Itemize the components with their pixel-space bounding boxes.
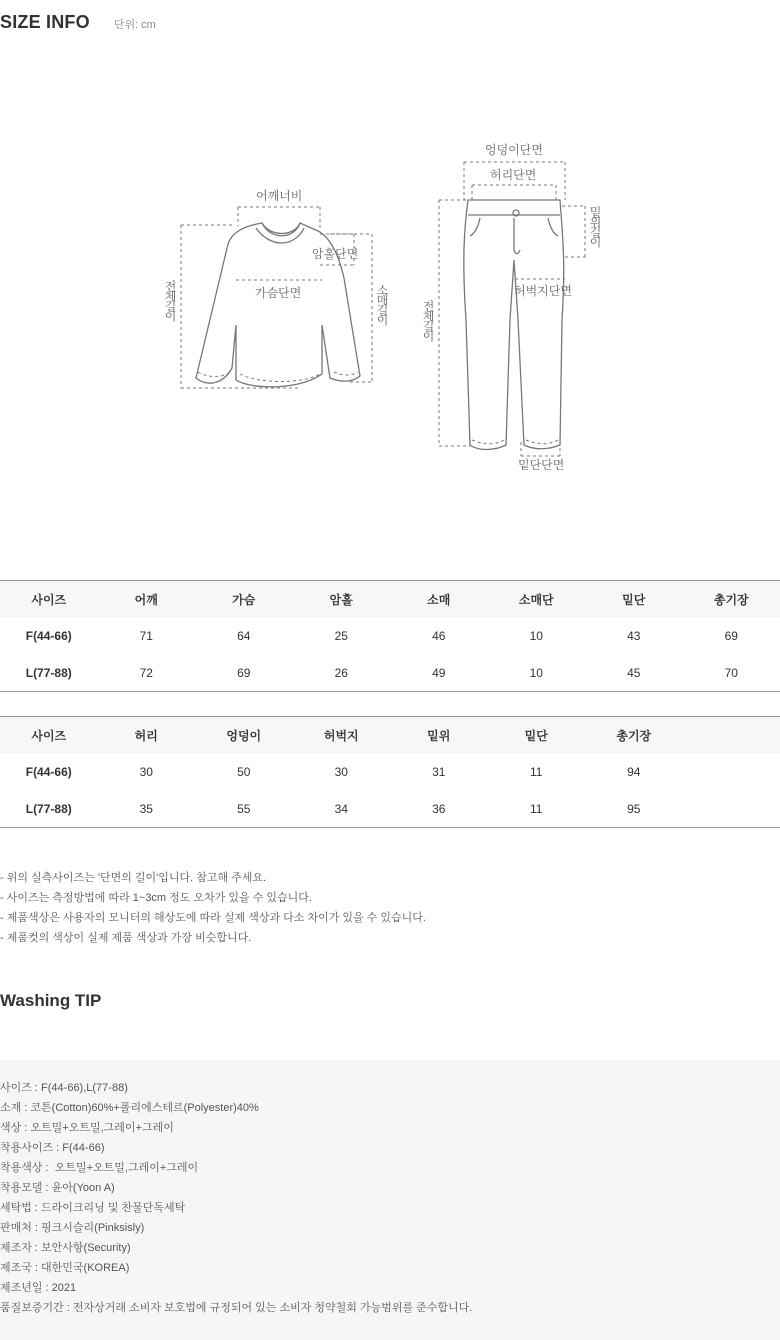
table-header: 소매 — [390, 581, 488, 618]
table-cell: 25 — [334, 628, 348, 643]
table-cell: 69 — [237, 665, 251, 680]
info-text: 품질보증기간 : 전자상거래 소비자 보호법에 규정되어 있는 소비자 청약철회 가능범위를 준수합니다. — [0, 1302, 473, 1314]
table-cell: 36 — [432, 801, 446, 816]
garment-illustration — [0, 120, 780, 500]
table-header: 허벅지 — [293, 717, 391, 754]
info-line — [0, 1098, 472, 1118]
info-text: 제조자 : 보안사항(Security) — [0, 1242, 131, 1254]
label-sleeve: 소매길이 — [375, 284, 389, 324]
table-cell: L(77-88) — [25, 801, 72, 816]
table-cell — [683, 790, 780, 828]
label-top-total-length: 전체길이 — [163, 280, 177, 320]
table-cell: 43 — [627, 628, 641, 643]
table-cell: 10 — [529, 628, 543, 643]
label-chest: 가슴단면 — [255, 286, 302, 300]
note-line: - 위의 실측사이즈는 '단면의 길이'입니다. 참고해 주세요. — [0, 872, 267, 884]
table-header-row — [0, 717, 780, 754]
table-cell: 34 — [334, 801, 348, 816]
table-cell: 30 — [334, 764, 348, 779]
info-text: 사이즈 : F(44-66),L(77-88) — [0, 1082, 128, 1094]
table-cell: 69 — [724, 628, 738, 643]
label-hem: 밑단단면 — [518, 458, 565, 472]
table-header: 밑단 — [585, 581, 683, 618]
info-line — [0, 1278, 472, 1298]
table-header: 밑위 — [390, 717, 488, 754]
section-title: SIZE INFO — [0, 12, 90, 32]
product-info-list — [0, 1078, 472, 1318]
table-cell: 30 — [139, 764, 153, 779]
info-text: 판매처 : 핑크시슬리(Pinksisly) — [0, 1222, 145, 1234]
table-row — [0, 617, 780, 654]
table-header: 소매단 — [488, 581, 586, 618]
label-rise: 밑위길이 — [588, 206, 602, 246]
table-cell: F(44-66) — [25, 628, 72, 643]
table-header: 밑단 — [488, 717, 586, 754]
table-cell: 71 — [139, 628, 153, 643]
table-row — [0, 753, 780, 790]
table-header: 사이즈 — [0, 717, 98, 754]
top-size-table — [0, 580, 780, 692]
label-armhole: 암홀단면 — [312, 247, 359, 261]
note-line: - 제품색상은 사용자의 모니터의 해상도에 따라 실제 색상과 다소 차이가 있을 수 있습니다. — [0, 912, 426, 924]
table-cell: 70 — [724, 665, 738, 680]
table-cell: F(44-66) — [25, 764, 72, 779]
table-row — [0, 790, 780, 828]
note-line: - 제품컷의 색상이 실제 제품 색상과 가장 비슷합니다. — [0, 932, 252, 944]
info-text: 제조년일 : 2021 — [0, 1282, 77, 1294]
table-cell: 11 — [530, 801, 543, 816]
table-cell: 55 — [237, 801, 251, 816]
table-header: 암홀 — [293, 581, 391, 618]
table-cell: 45 — [627, 665, 641, 680]
info-line — [0, 1238, 472, 1258]
label-waist: 허리단면 — [490, 168, 537, 182]
table-cell: 72 — [139, 665, 153, 680]
table-cell: 94 — [627, 764, 641, 779]
info-line — [0, 1118, 472, 1138]
info-line — [0, 1178, 472, 1198]
bottom-size-table — [0, 716, 780, 828]
table-cell: 95 — [627, 801, 641, 816]
info-line — [0, 1078, 472, 1098]
info-text: 소재 : 코튼(Cotton)60%+폴리에스테르(Polyester)40% — [0, 1102, 259, 1114]
table-cell: 10 — [529, 665, 543, 680]
size-diagram — [0, 120, 780, 500]
info-text: 색상 : 오트밀+오트밀,그레이+그레이 — [0, 1122, 174, 1134]
info-line — [0, 1258, 472, 1278]
table-header: 엉덩이 — [195, 717, 293, 754]
table-header: 사이즈 — [0, 581, 98, 618]
note-line: - 사이즈는 측정방법에 따라 1~3cm 정도 오차가 있을 수 있습니다. — [0, 892, 312, 904]
table-cell: L(77-88) — [25, 665, 72, 680]
table-cell: 46 — [432, 628, 446, 643]
product-info-panel — [0, 1060, 780, 1340]
info-line — [0, 1138, 472, 1158]
size-info-header — [0, 12, 156, 33]
info-line — [0, 1298, 472, 1318]
info-line — [0, 1218, 472, 1238]
label-pants-total-length: 전체길이 — [421, 300, 435, 340]
table-cell: 31 — [432, 764, 446, 779]
table-header — [683, 717, 780, 754]
label-hip: 엉덩이단면 — [485, 143, 543, 157]
table-header: 어깨 — [98, 581, 196, 618]
info-line — [0, 1198, 472, 1218]
washing-tip-title: Washing TIP — [0, 991, 102, 1010]
unit-label: 단위: cm — [113, 19, 156, 31]
info-text: 세탁법 : 드라이크리닝 및 찬물단독세탁 — [0, 1202, 186, 1214]
table-cell: 64 — [237, 628, 251, 643]
table-header: 총기장 — [585, 717, 683, 754]
table-header: 총기장 — [683, 581, 780, 618]
info-text: 착용사이즈 : F(44-66) — [0, 1142, 105, 1154]
info-line — [0, 1158, 472, 1178]
table-header: 가슴 — [195, 581, 293, 618]
label-thigh: 허벅지단면 — [514, 284, 572, 298]
table-cell: 35 — [139, 801, 153, 816]
table-cell: 26 — [334, 665, 348, 680]
size-notes — [0, 868, 426, 948]
table-row — [0, 654, 780, 692]
table-cell: 50 — [237, 764, 251, 779]
info-text: 제조국 : 대한민국(KOREA) — [0, 1262, 130, 1274]
table-cell: 49 — [432, 665, 446, 680]
table-cell: 11 — [530, 764, 543, 779]
table-header: 허리 — [98, 717, 196, 754]
info-text: 착용색상 : 오트밀+오트밀,그레이+그레이 — [0, 1162, 199, 1174]
label-shoulder: 어깨너비 — [256, 189, 303, 203]
info-text: 착용모델 : 윤아(Yoon A) — [0, 1182, 115, 1194]
table-header-row — [0, 581, 780, 618]
table-cell — [683, 753, 780, 790]
